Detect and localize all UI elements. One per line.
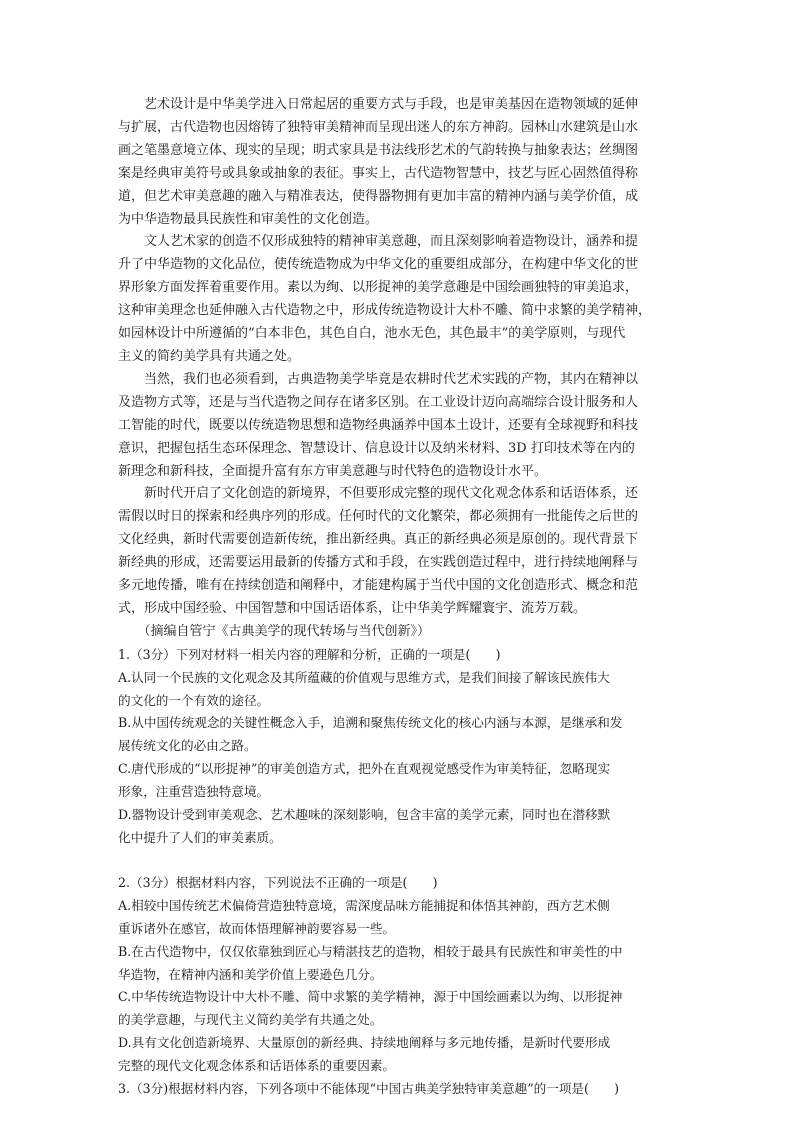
text-line: 与扩展，古代造物也因熔铸了独特审美精神而呈现出迷人的东方神韵。园林山水建筑是山水 <box>118 119 639 135</box>
text-line: 新时代开启了文化创造的新境界，不但要形成完整的现代文化观念体系和话语体系，还 <box>118 486 639 502</box>
article-source: （摘编自管宁《古典美学的现代转场与当代创新》） <box>118 623 431 639</box>
text-line: 当然，我们也必须看到，古典造物美学毕竟是农耕时代艺术实践的产物，其内在精神以 <box>118 371 639 387</box>
text-line: 意识，把握包括生态环保理念、智慧设计、信息设计以及纳米材料、3D 打印技术等在内的 <box>118 440 635 456</box>
text-line: 为中华造物最具民族性和审美性的文化创造。 <box>118 211 379 227</box>
option-c[interactable] <box>118 758 678 804</box>
option-line: 完整的现代文化观念体系和话语体系的重要因素。 <box>118 1058 396 1074</box>
option-line: 的文化的一个有效的途径。 <box>118 692 270 708</box>
text-line: 升了中华造物的文化品位，使传统造物成为中华文化的重要组成部分，在构建中华文化的世 <box>118 257 639 273</box>
text-line: 艺术设计是中华美学进入日常起居的重要方式与手段，也是审美基因在造物领域的延伸 <box>118 97 639 112</box>
text-line: 画之笔墨意境立体、现实的呈现；明式家具是书法线形艺术的气韵转换与抽象表达；丝绸图 <box>118 142 639 158</box>
option-b[interactable] <box>118 712 678 758</box>
text-line: 如园林设计中所遵循的“白本非色，其色自白，池水无色，其色最丰”的美学原则，与现代 <box>118 326 626 342</box>
spacer <box>118 850 678 872</box>
option-line: A.相较中国传统艺术偏倚营造独特意境，需深度品味方能捕捉和体悟其神韵，西方艺术侧 <box>118 897 610 913</box>
option-line: D.具有文化创造新境界、大量原创的新经典、持续地阐释与多元地传播，是新时代要形成 <box>118 1035 611 1051</box>
option-c[interactable] <box>118 986 678 1032</box>
question-2 <box>118 872 678 1078</box>
text-line: 新理念和新科技，全面提升富有东方审美意趣与时代特色的造物设计水平。 <box>118 463 548 479</box>
option-line: A.认同一个民族的文化观念及其所蕴藏的价值观与思维方式，是我们间接了解该民族伟大 <box>118 669 610 685</box>
article <box>118 94 678 644</box>
option-line: C.中华传统造物设计中大朴不雕、简中求繁的美学精神，源于中国绘画素以为绚、以形捉神 <box>118 989 623 1005</box>
option-line: 展传统文化的必由之路。 <box>118 738 257 754</box>
text-line: 道，但艺术审美意趣的融入与精准表达，使得器物拥有更加丰富的精神内涵与美学价值，成 <box>118 188 639 204</box>
question-stem: 2.（3分）根据材料内容，下列说法不正确的一项是( ) <box>118 874 438 890</box>
text-line: 及造物方式等，还是与当代造物之间存在诸多区别。在工业设计迈向高端综合设计服务和人 <box>118 394 639 410</box>
text-line: 文人艺术家的创造不仅形成独特的精神审美意趣，而且深刻影响着造物设计，涵养和提 <box>118 234 639 250</box>
option-a[interactable] <box>118 895 678 941</box>
option-b[interactable] <box>118 941 678 987</box>
text-line: 界形象方面发挥着重要作用。素以为绚、以形捉神的美学意趣是中国绘画独特的审美追求， <box>118 280 639 296</box>
question-stem: 3.（3分)根据材料内容，下列各项中不能体现“中国古典美学独特审美意趣”的一项是( ) <box>118 1081 620 1097</box>
text-line: 多元地传播，唯有在持续创造和阐释中，才能建构属于当代中国的文化创造形式、概念和范 <box>118 578 639 594</box>
option-line: 华造物，在精神内涵和美学价值上要逊色几分。 <box>118 966 383 982</box>
question-1 <box>118 644 678 850</box>
text-line: 主义的简约美学具有共通之处。 <box>118 348 301 364</box>
text-line: 式，形成中国经验、中国智慧和中国话语体系，让中华美学辉耀寰宇、流芳万载。 <box>118 600 587 616</box>
option-line: C.唐代形成的“以形捉神”的审美创造方式，把外在直观视觉感受作为审美特征，忽略现实 <box>118 761 611 777</box>
text-line: 工智能的时代，既要以传统造物思想和造物经典涵养中国本土设计，还要有全球视野和科技 <box>118 417 639 433</box>
option-line: 重诉诸外在感官，故而体悟理解神韵要容易一些。 <box>118 920 396 936</box>
option-line: 的美学意趣，与现代主义简约美学有共通之处。 <box>118 1012 383 1028</box>
option-line: B.在古代造物中，仅仅依靠独到匠心与精湛技艺的造物，相较于最具有民族性和审美性的中 <box>118 943 623 959</box>
question-stem: 1.（3分）下列对材料一相关内容的理解和分析，正确的一项是( ) <box>118 646 501 662</box>
paragraph-3 <box>118 369 678 484</box>
text-line: 文化经典，新时代需要创造新传统，推出新经典。真正的新经典必须是原创的。现代背景下 <box>118 532 639 548</box>
option-d[interactable] <box>118 1032 678 1078</box>
document-page <box>118 94 678 1101</box>
option-a[interactable] <box>118 667 678 713</box>
paragraph-2 <box>118 231 678 368</box>
paragraph-1 <box>118 94 678 231</box>
text-line: 新经典的形成，还需要运用最新的传播方式和手段，在实践创造过程中，进行持续地阐释与 <box>118 555 639 571</box>
text-line: 案是经典审美符号或具象或抽象的表征。事实上，古代造物智慧中，技艺与匠心固然值得称 <box>118 165 639 181</box>
option-line: D.器物设计受到审美观念、艺术趣味的深刻影响，包含丰富的美学元素，同时也在潜移默 <box>118 807 611 823</box>
option-line: B.从中国传统观念的关键性概念入手，追溯和聚焦传统文化的核心内涵与本源，是继承和发 <box>118 715 623 731</box>
option-line: 化中提升了人们的审美素质。 <box>118 830 282 845</box>
question-3 <box>118 1078 678 1101</box>
option-line: 形象，注重营造独特意境。 <box>118 784 270 800</box>
option-d[interactable] <box>118 804 678 850</box>
paragraph-4 <box>118 483 678 620</box>
text-line: 这种审美理念也延伸融入古代造物之中，形成传统造物设计大朴不雕、简中求繁的美学精神， <box>118 303 652 319</box>
text-line: 需假以时日的探索和经典序列的形成。任何时代的文化繁荣，都必须拥有一批能传之后世的 <box>118 509 639 525</box>
